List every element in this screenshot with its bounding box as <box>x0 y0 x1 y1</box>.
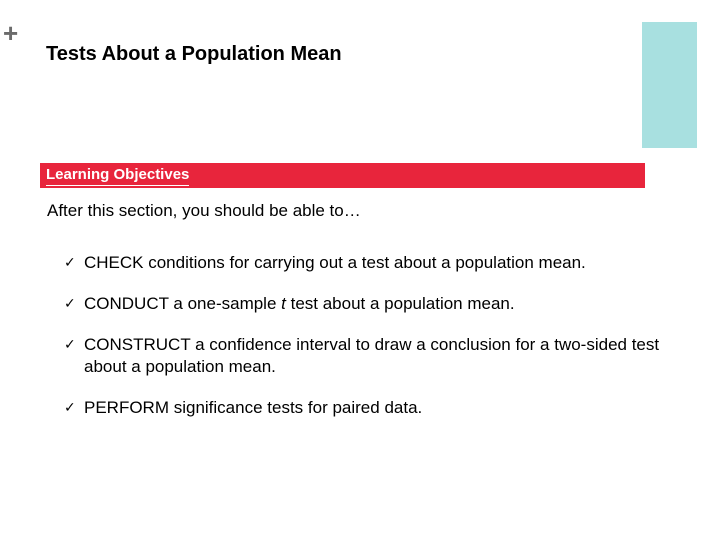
objectives-list <box>64 252 684 438</box>
check-icon: ✓ <box>64 400 76 416</box>
plus-icon: + <box>3 18 19 48</box>
objective-item <box>64 293 684 315</box>
objective-text-after: test about a population mean. <box>285 294 515 313</box>
objective-text: PERFORM significance tests for paired data. <box>84 398 423 417</box>
check-icon: ✓ <box>64 296 76 312</box>
check-icon: ✓ <box>64 255 76 271</box>
learning-objectives-banner <box>40 163 645 188</box>
slide-title: Tests About a Population Mean <box>46 43 342 65</box>
objective-item <box>64 252 684 274</box>
objective-text: CONSTRUCT a confidence interval to draw a conclusion for a two-sided test about a population mean. <box>84 335 660 376</box>
accent-bar <box>642 22 697 148</box>
check-icon: ✓ <box>64 337 76 353</box>
objective-italic: t <box>281 294 286 313</box>
objective-text: CHECK conditions for carrying out a test about a population mean. <box>84 253 586 272</box>
banner-label: Learning Objectives <box>46 165 189 186</box>
objective-text: CONDUCT a one-sample <box>84 294 282 313</box>
objective-item <box>64 397 684 419</box>
objective-item <box>64 334 684 378</box>
intro-text: After this section, you should be able to… <box>47 201 361 220</box>
